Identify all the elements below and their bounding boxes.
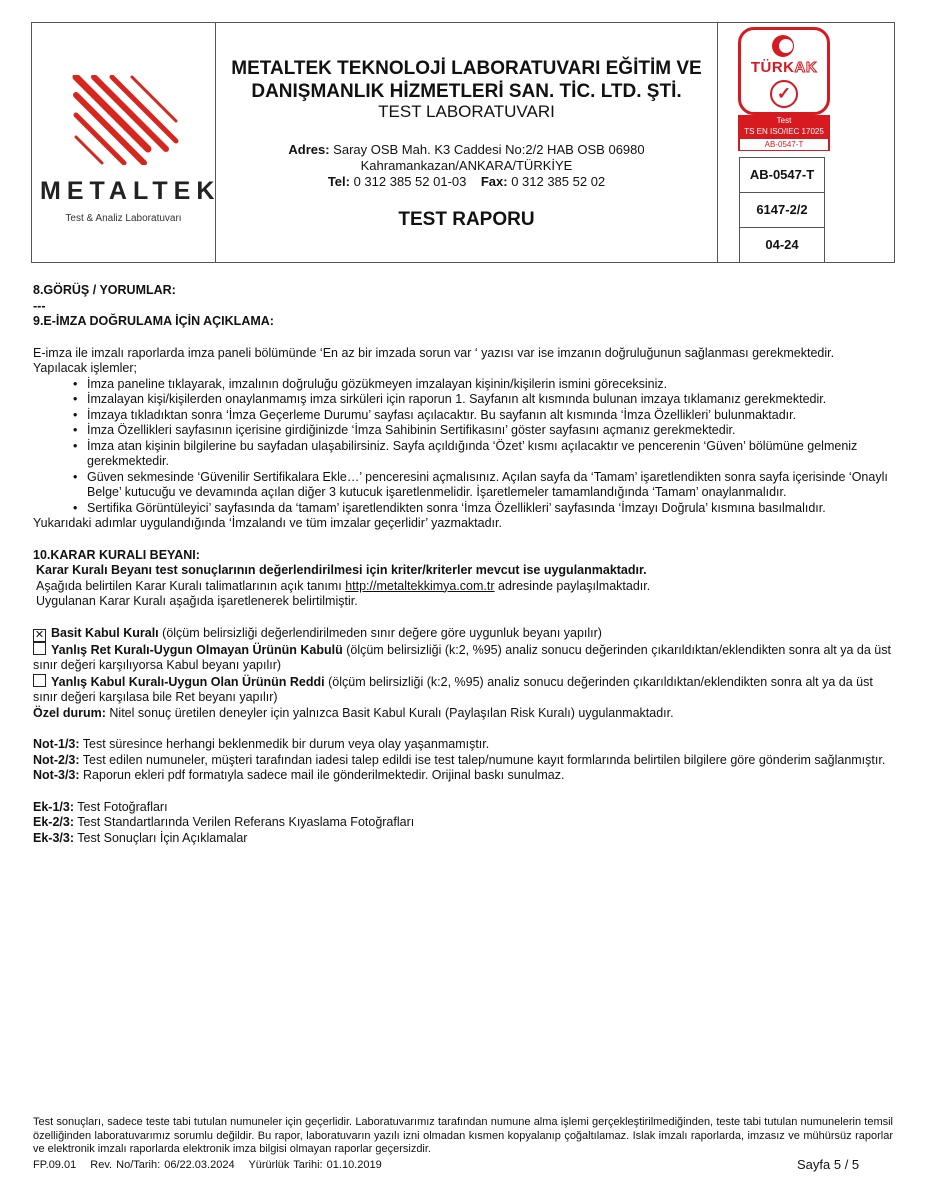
logo-wordmark: METALTEK: [40, 177, 221, 205]
logo-cell: [32, 23, 221, 262]
logo-subtitle: Test & Analiz Laboratuvarı: [65, 213, 182, 224]
metaltek-website-link[interactable]: http://metaltekkimya.com.tr: [345, 578, 495, 593]
report-header: [31, 22, 895, 263]
step-item: • İmza atan kişinin bilgilerine bu sayfadan ulaşabilirsiniz. Sayfa açıldığında ‘Özet’ kısmı açılacaktır ve pencerenin ‘Güven’ bölümüne gelmeniz gerekmektedir.: [87, 439, 895, 470]
accreditation-standard-box: [738, 115, 830, 151]
turkak-logo: [738, 27, 830, 115]
section-10-applied-line: Uygulanan Karar Kuralı aşağıda işaretlenerek belirtilmiştir.: [36, 594, 358, 608]
report-title: TEST RAPORU: [398, 209, 535, 230]
step-item: • İmza paneline tıklayarak, imzalının doğruluğu gözükmeyen imzalayan kişinin/kişilerin ismini göreceksiniz.: [87, 377, 895, 393]
section-8-title: 8.GÖRÜŞ / YORUMLAR:: [33, 283, 176, 297]
section-9-outro: Yukarıdaki adımlar uygulandığında ‘İmzalandı ve tüm imzalar geçerlidir’ yazmaktadır.: [33, 516, 502, 530]
footer-disclaimer: Test sonuçları, sadece teste tabi tutulan numuneler için geçerlidir. Laboratuvarımız tarafından numune alma işlemi gerçekleştirilmediğinden, teste tabi tutulan numunelerin temsil özelliğinden laboratuvarımız sorumlu değildir. Bu rapor, laboratuvarın yazılı izni olmadan kısmen kopyalanıp çoğaltılamaz. Islak imzalı raporlarda, imzasız ve mühürsüz raporlar ve elektronik imzalı raporlarda elektronik imza bilgisi olmayan raporlar geçersizdir.: [33, 1116, 893, 1155]
effective-date: Yürürlük Tarihi: 01.10.2019: [248, 1159, 382, 1171]
section-8-body: ---: [33, 298, 46, 313]
step-item: • Sertifika Görüntüleyici’ sayfasında da ‘tamam’ işaretlendikten sonra ‘İmza Özellikleri’ sayfasında ‘İmzayı Doğrula’ kısmına basılmalıdır.: [87, 501, 895, 517]
tel-value: 0 312 385 52 01-03: [353, 174, 467, 189]
company-info: [216, 23, 718, 262]
note-1: Not-1/3: Test süresince herhangi beklenmedik bir durum veya olay yaşanmamıştır.: [33, 737, 490, 751]
accreditation-code: AB-0547-T: [739, 138, 829, 151]
decision-rule-3: Yanlış Kabul Kuralı-Uygun Olan Ürünün Reddi (ölçüm belirsizliği (k:2, %95) analiz sonucu değerinden çıkarıldıktan/eklendikten sonra alt ya da üst sınır değeri karşılasa bile Ret beyanı yapılır): [33, 674, 873, 704]
metaltek-logo-icon: [72, 75, 180, 165]
fax-label: Fax:: [480, 174, 508, 189]
revision-info: Rev. No/Tarih: 06/22.03.2024: [90, 1159, 235, 1171]
address-label: Adres:: [288, 142, 330, 157]
form-code: FP.09.01: [33, 1159, 77, 1171]
report-body: [33, 283, 895, 846]
step-item: • İmzalayan kişi/kişilerden onaylanmamış imza sirküleri için raporun 1. Sayfanın alt kısmında bulunan imzaya tıklamanız gerekmektedir.: [87, 392, 895, 408]
section-9-steps-label: Yapılacak işlemler;: [33, 361, 137, 375]
section-9-intro: E-imza ile imzalı raporlarda imza paneli bölümünde ‘En az bir imzada sorun var ‘ yazısı var ise imzanın doğruluğunun sağlanması gerekmektedir.: [33, 345, 835, 360]
section-10-title: 10.KARAR KURALI BEYANI:: [33, 547, 200, 562]
section-9-title: 9.E-İMZA DOĞRULAMA İÇİN AÇIKLAMA:: [33, 314, 274, 328]
address-line-1: Saray OSB Mah. K3 Caddesi No:2/2 HAB OSB 06980: [333, 142, 645, 157]
decision-rule-1: ✕ Basit Kabul Kuralı (ölçüm belirsizliği değerlendirilmeden sınır değere göre uygunluk beyanı yapılır): [34, 625, 602, 641]
accreditation-test-label: Test: [776, 116, 792, 125]
attachment-1: Ek-1/3: Test Fotoğrafları: [33, 799, 168, 814]
address-line-2: Kahramankazan/ANKARA/TÜRKİYE: [360, 158, 573, 173]
step-item: • İmza Özellikleri sayfasının içerisine girdiğinizde ‘İmza Sahibinin Sertifikasını’ göster sayfasını açmanız gerekmektedir.: [87, 423, 895, 439]
unchecked-checkbox-icon[interactable]: [33, 642, 46, 655]
accreditation-cell: [718, 23, 894, 262]
report-date-code: 04-24: [765, 237, 799, 252]
page-number: Sayfa 5 / 5: [797, 1157, 860, 1172]
accreditation-standard: TS EN ISO/IEC 17025: [744, 127, 824, 136]
footer-meta: [33, 1159, 392, 1171]
turkak-wordmark: TÜRKAK: [750, 59, 818, 76]
note-2: Not-2/3: Test edilen numuneler, müşteri tarafından iadesi talep edildi ise test talep/numune kayıt formlarında belirtilen bilgilere göre gönderim sağlanmıştır.: [33, 752, 886, 767]
step-item: • İmzaya tıkladıktan sonra ‘İmza Geçerleme Durumu’ sayfası açılacaktır. Bu sayfanın alt kısmında ‘İmza Özellikleri’ bulunmaktadır.: [87, 408, 895, 424]
checked-checkbox-icon[interactable]: ✕: [34, 628, 45, 641]
report-codes-table: [739, 157, 825, 263]
accreditation-number: AB-0547-T: [740, 158, 824, 193]
tel-label: Tel:: [327, 174, 350, 189]
step-item: • Güven sekmesinde ‘Güvenilir Sertifikalara Ekle…’ penceresini açmalısınız. Açılan sayfa da ‘Tamam’ işaretlendikten sonra sayfa içerisinde ‘Onaylı Belge’ kutucuğu ve devamında açılan diğer 3 kutucuk işaretlenmelidir. İşaretlemeler tamamlandığında ‘Tamam’ onaylanmalıdır.: [87, 470, 895, 501]
decision-rule-2: Yanlış Ret Kuralı-Uygun Olmayan Ürünün Kabulü (ölçüm belirsizliği (k:2, %95) analiz sonucu değerinden çıkarıldıktan/eklendikten sonra alt ya da üst sınır değeri karşılıyorsa Kabul beyanı yapılır): [33, 642, 891, 672]
company-subtitle: TEST LABORATUVARI: [378, 102, 555, 121]
special-case: Özel durum: Nitel sonuç üretilen deneyler için yalnızca Basit Kabul Kuralı (Paylaşılan Risk Kuralı) uygulanmaktadır.: [33, 705, 674, 720]
report-number: 6147-2/2: [740, 193, 824, 228]
note-3: Not-3/3: Raporun ekleri pdf formatıyla sadece mail ile gönderilmektedir. Orijinal baskı sunulmaz.: [33, 768, 565, 782]
crescent-star-icon: [772, 35, 794, 57]
company-name: METALTEK TEKNOLOJİ LABORATUVARI EĞİTİM VE DANIŞMANLIK HİZMETLERİ SAN. TİC. LTD. ŞTİ.: [231, 58, 702, 102]
section-9-steps: [33, 377, 895, 517]
checkmark-icon: ✓: [770, 80, 798, 108]
attachment-3: Ek-3/3: Test Sonuçları İçin Açıklamalar: [33, 830, 248, 845]
attachment-2: Ek-2/3: Test Standartlarında Verilen Referans Kıyaslama Fotoğrafları: [33, 815, 415, 829]
unchecked-checkbox-icon[interactable]: [33, 674, 46, 687]
fax-value: 0 312 385 52 02: [511, 174, 606, 189]
section-10-bold-line: Karar Kuralı Beyanı test sonuçlarının değerlendirilmesi için kriter/kriterler mevcut ise uygulanmaktadır.: [36, 563, 647, 577]
company-address: [216, 142, 717, 190]
section-10-link-line: Aşağıda belirtilen Karar Kuralı talimatlarının açık tanımı http://metaltekkimya.com.tr adresinde paylaşılmaktadır.: [36, 578, 651, 593]
